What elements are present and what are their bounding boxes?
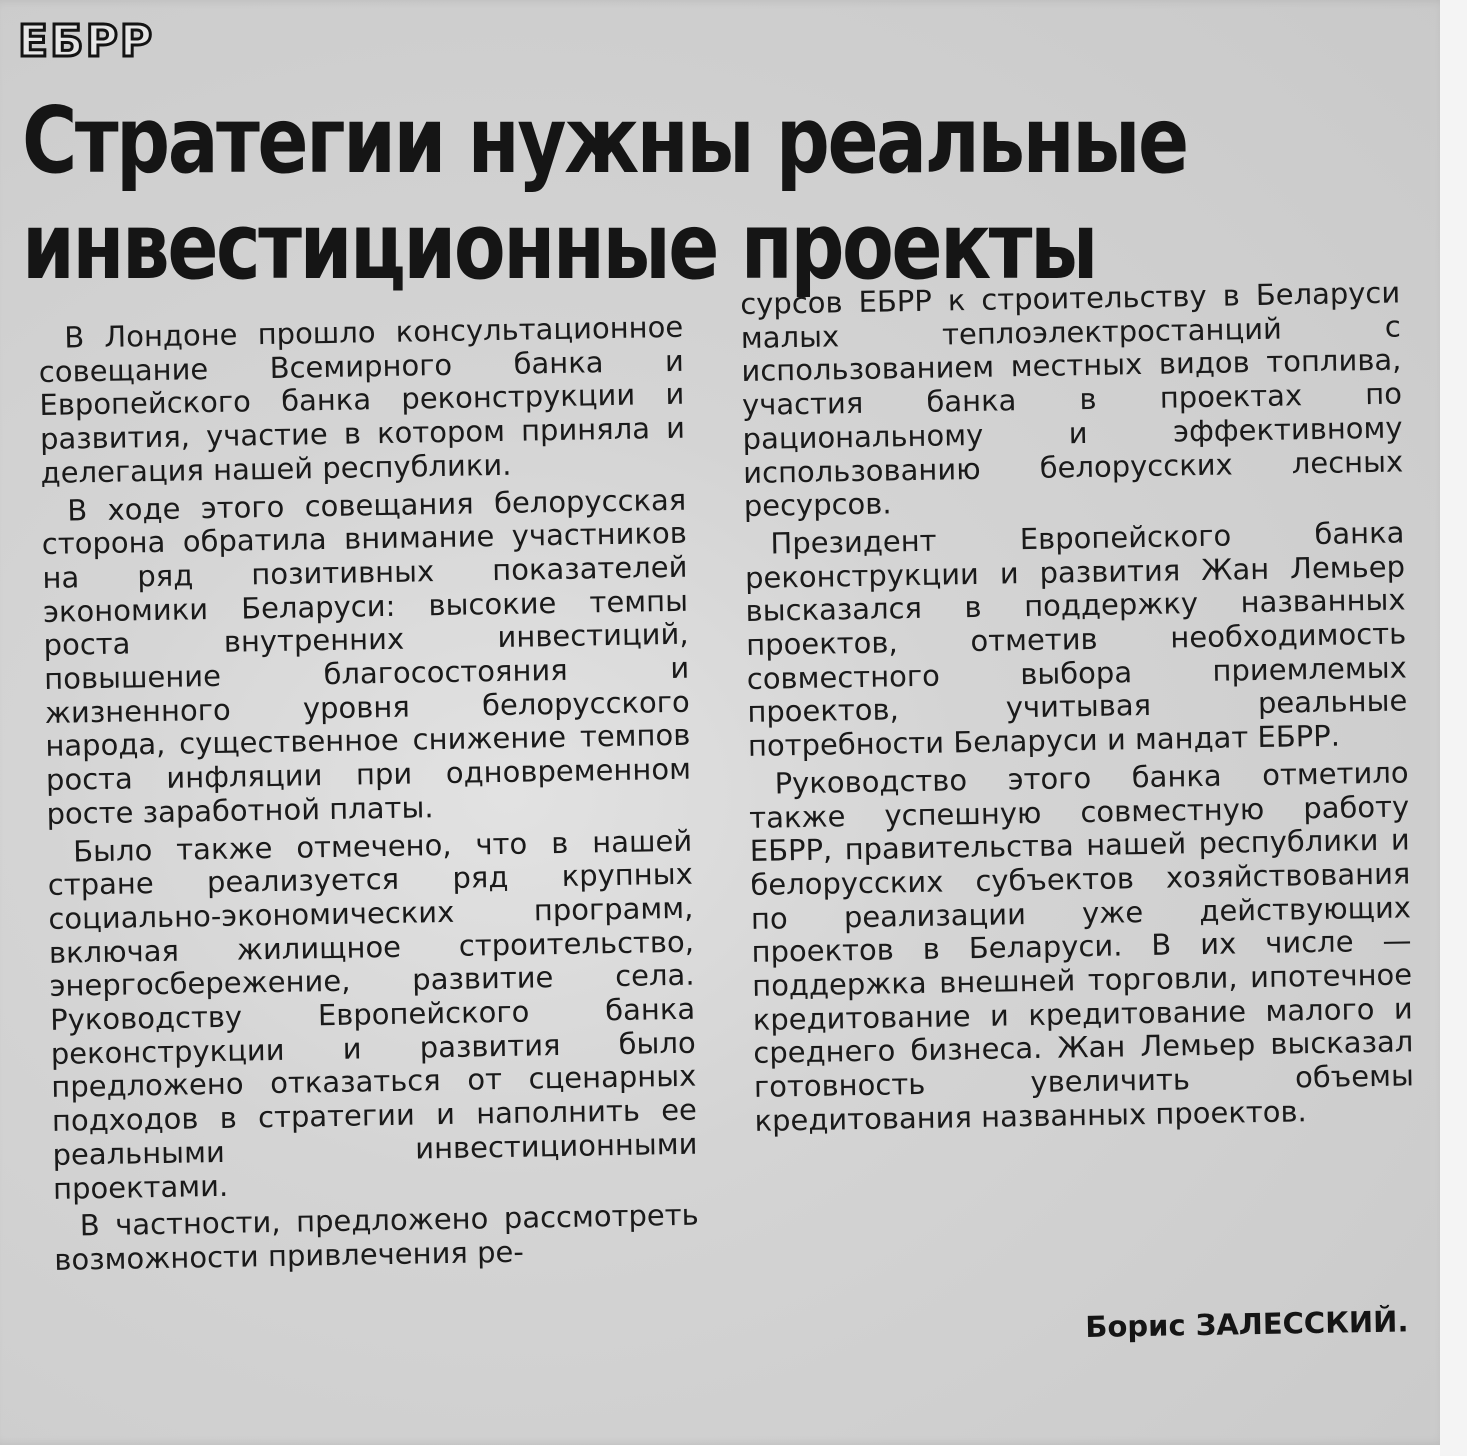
paragraph-social-programs: Было также отмечено, что в нашей стране реализуется ряд крупных социально-экономических программ, включая жилищное строительство, энергосбережение, развитие села. Руководству Европейского банка реконструкции и развития было предложено отказаться от сценарных подходов в стратегии и наполнить ее реальными инвестиционными проектами. [47,823,698,1206]
article-headline [22,87,1187,300]
paragraph-positive-indicators: В ходе этого совещания белорусская сторона обратила внимание участников на ряд позитивных показателей экономики Беларуси: высокие темпы роста внутренних инвестиций, повышение благосостояния и жизненного уровня белорусского народа, существенное снижение темпов роста инфляции при одновременном росте заработной платы. [41,482,692,831]
author-signature: Борис ЗАЛЕССКИЙ. [1085,1304,1409,1344]
headline-line-1: Стратегии нужны реальные [22,87,1187,194]
right-column [740,276,1415,1142]
paragraph-proposal: В частности, предложено рассмотреть возможности привлечения ре- [54,1197,699,1277]
left-column [38,311,700,1282]
paragraph-london-meeting: В Лондоне прошло консультационное совещание Всемирного банка и Европейского банка реконструкции и развития, участие в котором приняла и делегация нашей республики. [38,309,686,490]
scan-margin [1440,0,1467,1456]
paragraph-bank-management: Руководство этого банка отметило также успешную совместную работу ЕБРР, правительства нашей республики и белорусских субъектов хозяйствования по реализации уже действующих проектов в Беларуси. В их числе — поддержка внешней торговли, ипотечное кредитование и кредитование малого и среднего бизнеса. Жан Лемьер высказал готовность увеличить объемы кредитования названных проектов. [748,755,1415,1138]
paragraph-president-lemierre: Президент Европейского банка реконструкции и развития Жан Лемьер высказался в поддержку названных проектов, отметив необходимость совместного выбора приемлемых проектов, учитывая реальные потребности Беларуси и мандат ЕБРР. [744,515,1408,764]
headline-line-2: инвестиционные проекты [22,193,1096,300]
section-rubric: ЕБРР [18,16,155,67]
paragraph-resources-continued: сурсов ЕБРР к строительству в Беларуси малых теплоэлектростанций с использованием местных видов топлива, участия банка в проектах по рациональному и эффективному использованию белорусских лесных ресурсов. [739,275,1404,524]
